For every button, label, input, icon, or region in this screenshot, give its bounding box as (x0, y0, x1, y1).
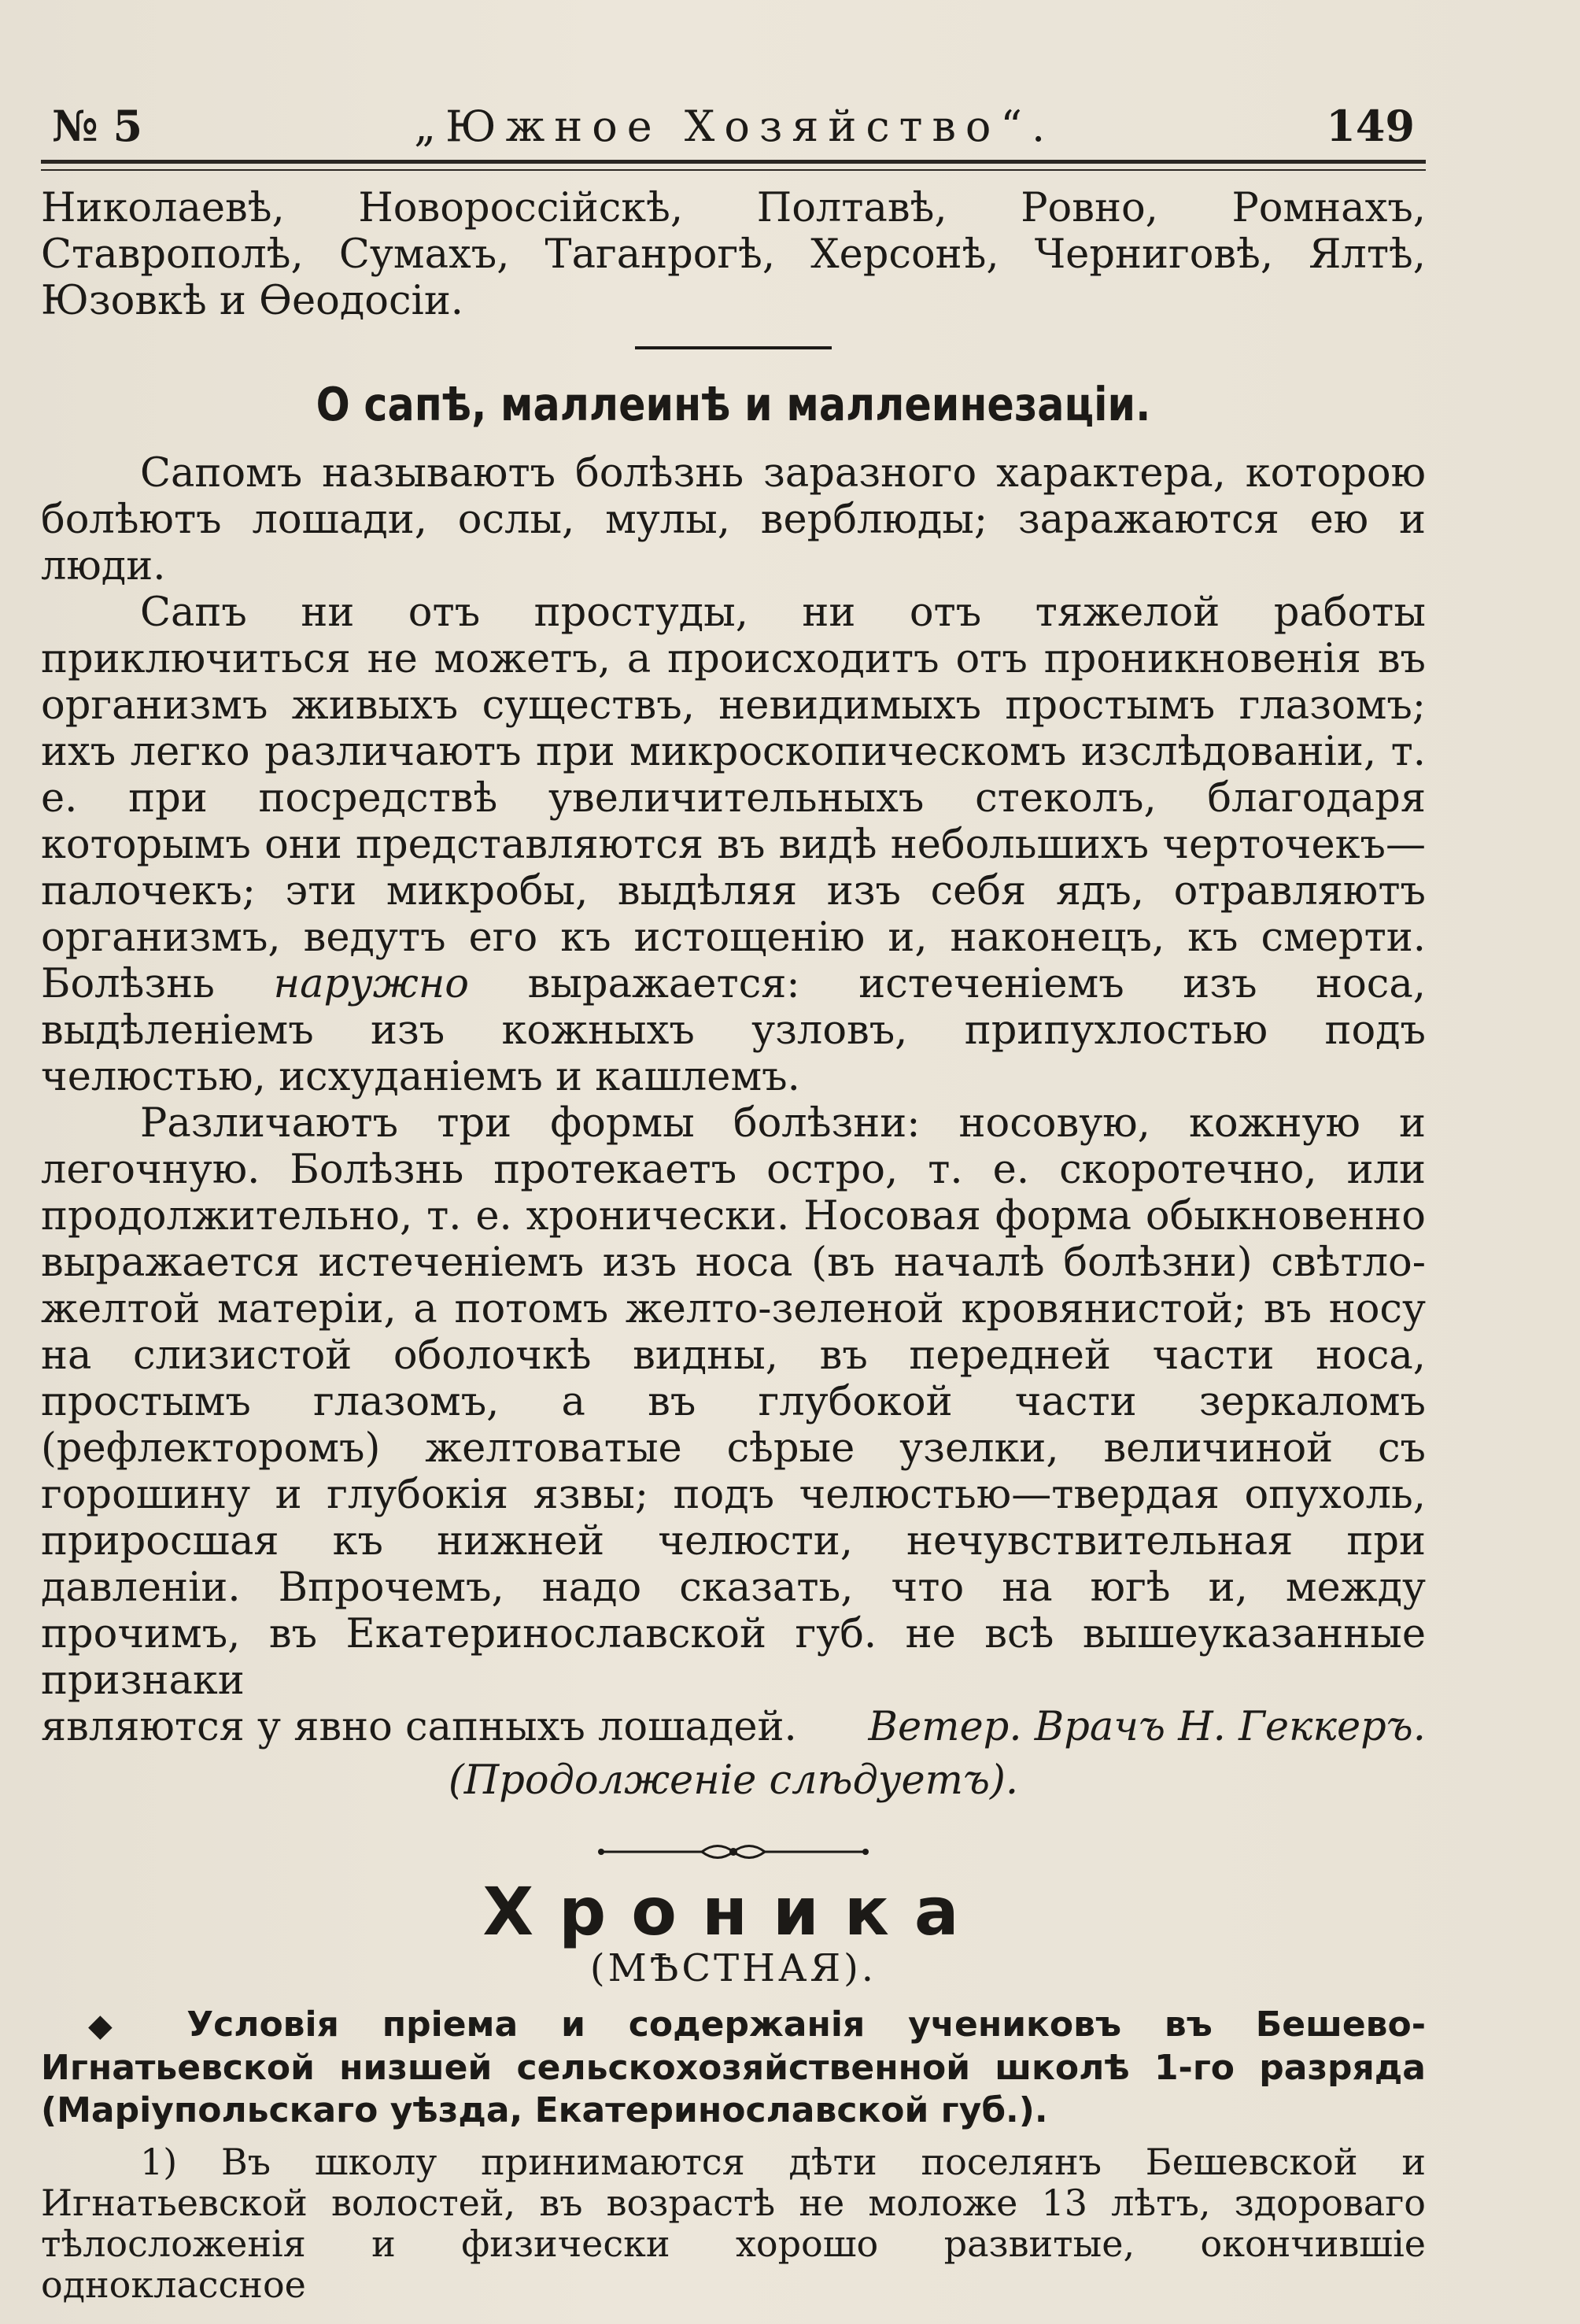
section-divider (635, 346, 832, 349)
intro-paragraph: Николаевѣ, Новороссійскѣ, Полтавѣ, Ровно, Ромнахъ, Ставрополѣ, Сумахъ, Таганрогѣ, Херсонѣ, Черниговѣ, Ялтѣ, Юзовкѣ и Ѳеодосіи. (41, 185, 1426, 324)
news-headline-text: Условія пріема и содержанія учениковъ въ Бешево-Игнатьевской низшей сельскохозяйственной школѣ 1-го разряда (Маріупольскаго уѣзда, Екатеринославской губ.). (41, 2004, 1426, 2130)
news-headline (41, 2004, 1426, 2132)
bullet-icon: ◆ (88, 2008, 144, 2044)
paragraph-2-text-a: Сапъ ни отъ простуды, ни отъ тяжелой работы приключиться не можетъ, а происходитъ отъ проникновенія въ организмъ живыхъ существъ, невидимыхъ простымъ глазомъ; ихъ легко различаютъ при микроскопическомъ изслѣдованіи, т. е. при посредствѣ увеличительныхъ стеколъ, благодаря которымъ они представляются въ видѣ небольшихъ черточекъ—палочекъ; эти микробы, выдѣляя изъ себя ядъ, отравляютъ организмъ, ведутъ его къ истощенію и, наконецъ, къ смерти. Болѣзнь (41, 589, 1426, 1007)
issue-number: № 5 (52, 101, 143, 151)
header-rule (41, 160, 1426, 171)
article-paragraph-3: Различаютъ три формы болѣзни: носовую, кожную и легочную. Болѣзнь протекаетъ остро, т. е. скоротечно, или продолжительно, т. е. хронически. Носовая форма обыкновенно выражается истеченіемъ изъ носа (въ началѣ болѣзни) свѣтло-желтой матеріи, а потомъ желто-зеленой кровянистой; въ носу на слизистой оболочкѣ видны, въ передней части носа, простымъ глазомъ, а въ глубокой части зеркаломъ (рефлекторомъ) желтоватые сѣрые узелки, величиной съ горошину и глубокія язвы; подъ челюстью—твердая опухоль, приросшая къ нижней челюсти, нечувствительная при давленіи. Впрочемъ, надо сказать, что на югѣ и, между прочимъ, въ Екатеринославской губ. не всѣ вышеуказанные признаки (41, 1100, 1426, 1704)
paragraph-2-emphasis: наружно (273, 961, 470, 1007)
running-head (41, 94, 1426, 158)
ornament-divider (41, 1840, 1426, 1867)
paragraph-2-text-b: выражается: истеченіемъ изъ носа, выдѣленіемъ изъ кожныхъ узловъ, припухлостью подъ челюстью, исхуданіемъ и кашлемъ. (41, 961, 1426, 1100)
ornament-icon (592, 1840, 875, 1864)
signature-line (41, 1704, 1426, 1750)
paragraph-3-last-line: являются у явно сапныхъ лошадей. (41, 1704, 797, 1750)
news-item-1: 1) Въ школу принимаются дѣти поселянъ Бешевской и Игнатьевской волостей, въ возрастѣ не моложе 13 лѣтъ, здороваго тѣлосложенія и физически хорошо развитые, окончившіе одноклассное (41, 2141, 1426, 2306)
chronicle-title: Хроника (482, 1873, 984, 1950)
page-content (41, 94, 1426, 2305)
page-number: 149 (1326, 101, 1415, 151)
continued-note: (Продолженіе слѣдуетъ). (448, 1757, 1019, 1804)
article-paragraph-2 (41, 589, 1426, 1100)
article-title: О сапѣ, маллеинѣ и маллеинезаціи. (316, 377, 1151, 431)
article-paragraph-1: Сапомъ называютъ болѣзнь заразного характера, которою болѣютъ лошади, ослы, мулы, верблюды; заражаются ею и люди. (41, 450, 1426, 589)
chronicle-subtitle: (МѢСТНАЯ). (589, 1946, 877, 1990)
author-signature: Ветер. Врачъ Н. Геккеръ. (868, 1704, 1426, 1750)
journal-title: „Южное Хозяйство“. (414, 102, 1055, 151)
